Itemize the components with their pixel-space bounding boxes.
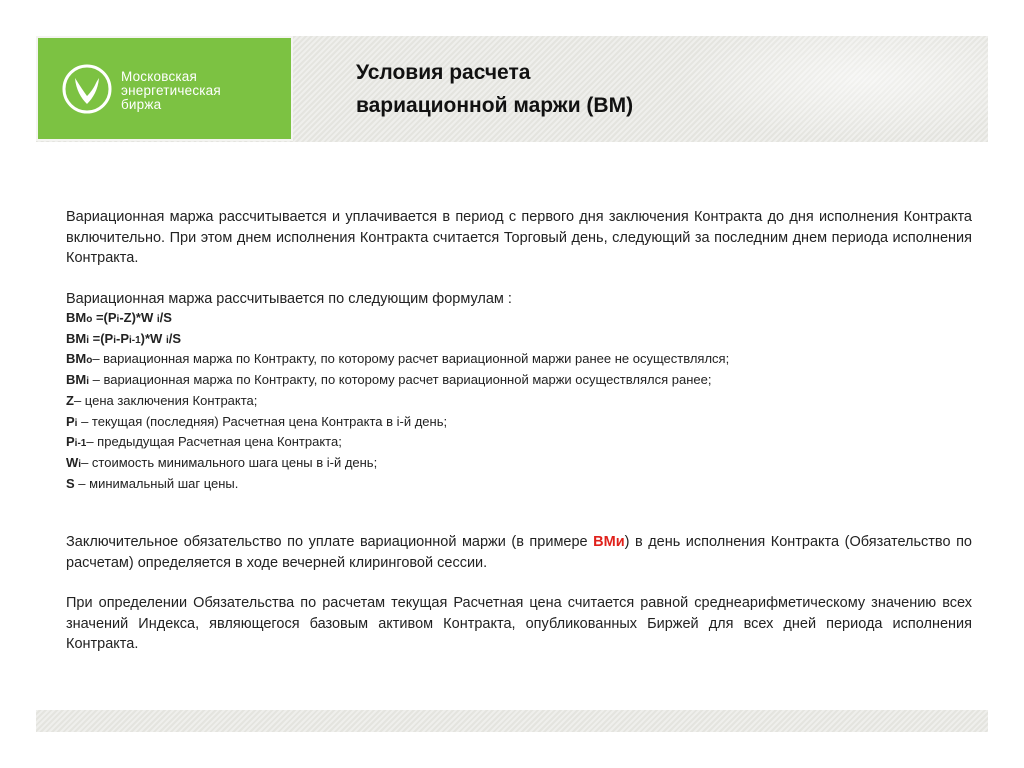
formula-part: =(P [92, 310, 117, 325]
formula-subscript: i [86, 334, 89, 346]
definition-subscript: i [78, 458, 82, 470]
definition-item [66, 454, 972, 475]
spacer [66, 573, 972, 593]
definition-term: ВМ [66, 351, 87, 367]
logo-text [121, 70, 286, 112]
definition-term: Z [66, 392, 74, 408]
highlight-term: ВМи [593, 534, 625, 551]
formula-part: /S [159, 310, 172, 325]
formula-subscript: i [165, 334, 169, 346]
formula-subscript: i [116, 314, 120, 325]
definition-text: – минимальный шаг цены. [74, 475, 239, 491]
logo-text-line1: Московская [121, 69, 198, 84]
logo-text-line3: биржа [121, 97, 162, 112]
definition-text: – стоимость минимального шага цены в i-й день; [81, 454, 378, 470]
formula-vm-i [66, 330, 972, 351]
formula-part: ВМ [66, 330, 87, 346]
definition-term: ВМ [66, 372, 87, 388]
formula-part: -Z)*W [119, 310, 157, 325]
page-title-line1: Условия расчета [356, 61, 531, 84]
formula-block [66, 309, 972, 495]
formula-part: /S [168, 330, 182, 346]
definition-item [66, 350, 972, 371]
formula-subscript: o [86, 314, 93, 325]
definition-item [66, 413, 972, 434]
definition-text: – вариационная маржа по Контракту, по которому расчет вариационной маржи осуществлялся ранее; [89, 372, 712, 388]
spacer [66, 269, 972, 289]
page-title [356, 56, 756, 122]
main-content [66, 207, 972, 655]
formula-part: )*W [140, 330, 166, 346]
paragraph-final-obligation [66, 532, 972, 573]
definition-text: – текущая (последняя) Расчетная цена Контракта в i-й день; [77, 413, 448, 429]
formula-vm-zero [66, 309, 972, 330]
paragraph-margin-period: Вариационная маржа рассчитывается и уплачивается в период с первого дня заключения Контракта до дня исполнения Контракта включительно. При этом днем исполнения Контракта считается Торговый день, следующий за последним днем периода исполнения Контракта. [66, 209, 972, 266]
definition-subscript: o [86, 355, 93, 367]
definition-item [66, 392, 972, 413]
footer-band [36, 710, 988, 732]
exchange-logo [38, 38, 291, 139]
paragraph-text: Заключительное обязательство по уплате вариационной маржи (в примере [66, 534, 594, 551]
formula-subscript: i [113, 334, 116, 346]
paragraph-settlement-price: При определении Обязательства по расчетам текущая Расчетная цена считается равной среднеарифметическому значению всех значений Индекса, являющегося базовым активом Контракта, опубликованных Биржей для всех дней периода исполнения Контракта. [66, 595, 972, 653]
formula-subscript: i-1 [129, 334, 141, 346]
definition-term: S [66, 475, 75, 491]
formula-part: =(P [89, 330, 114, 346]
formula-part: -P [116, 330, 129, 346]
definition-subscript: i [86, 376, 89, 388]
definition-term: W [66, 454, 79, 470]
definition-term: P [66, 413, 75, 429]
definition-term: P [66, 434, 75, 450]
definition-text: – цена заключения Контракта; [73, 392, 258, 408]
paragraph-text: ) в день исполнения Контракта (Обязательство по расчетам) определяется в ходе вечерней клиринговой сессии. [66, 534, 972, 571]
logo-text-line2: энергетическая [121, 83, 221, 98]
definition-item [66, 371, 972, 392]
exchange-logo-icon [62, 64, 112, 114]
formula-part: ВМ [66, 310, 87, 325]
formulas-intro: Вариационная маржа рассчитывается по следующим формулам : [66, 290, 512, 307]
definition-text: – предыдущая Расчетная цена Контракта; [86, 434, 342, 450]
page-title-line2: вариационной маржи (ВМ) [356, 94, 634, 117]
definition-subscript: i [74, 417, 78, 429]
definition-item [66, 433, 972, 454]
definition-subscript: i-1 [74, 438, 87, 450]
definition-item [66, 475, 972, 496]
definition-text: – вариационная маржа по Контракту, по которому расчет вариационной маржи ранее не осуществлялся; [92, 351, 730, 367]
formula-subscript: i [156, 314, 160, 325]
spacer [66, 495, 972, 532]
